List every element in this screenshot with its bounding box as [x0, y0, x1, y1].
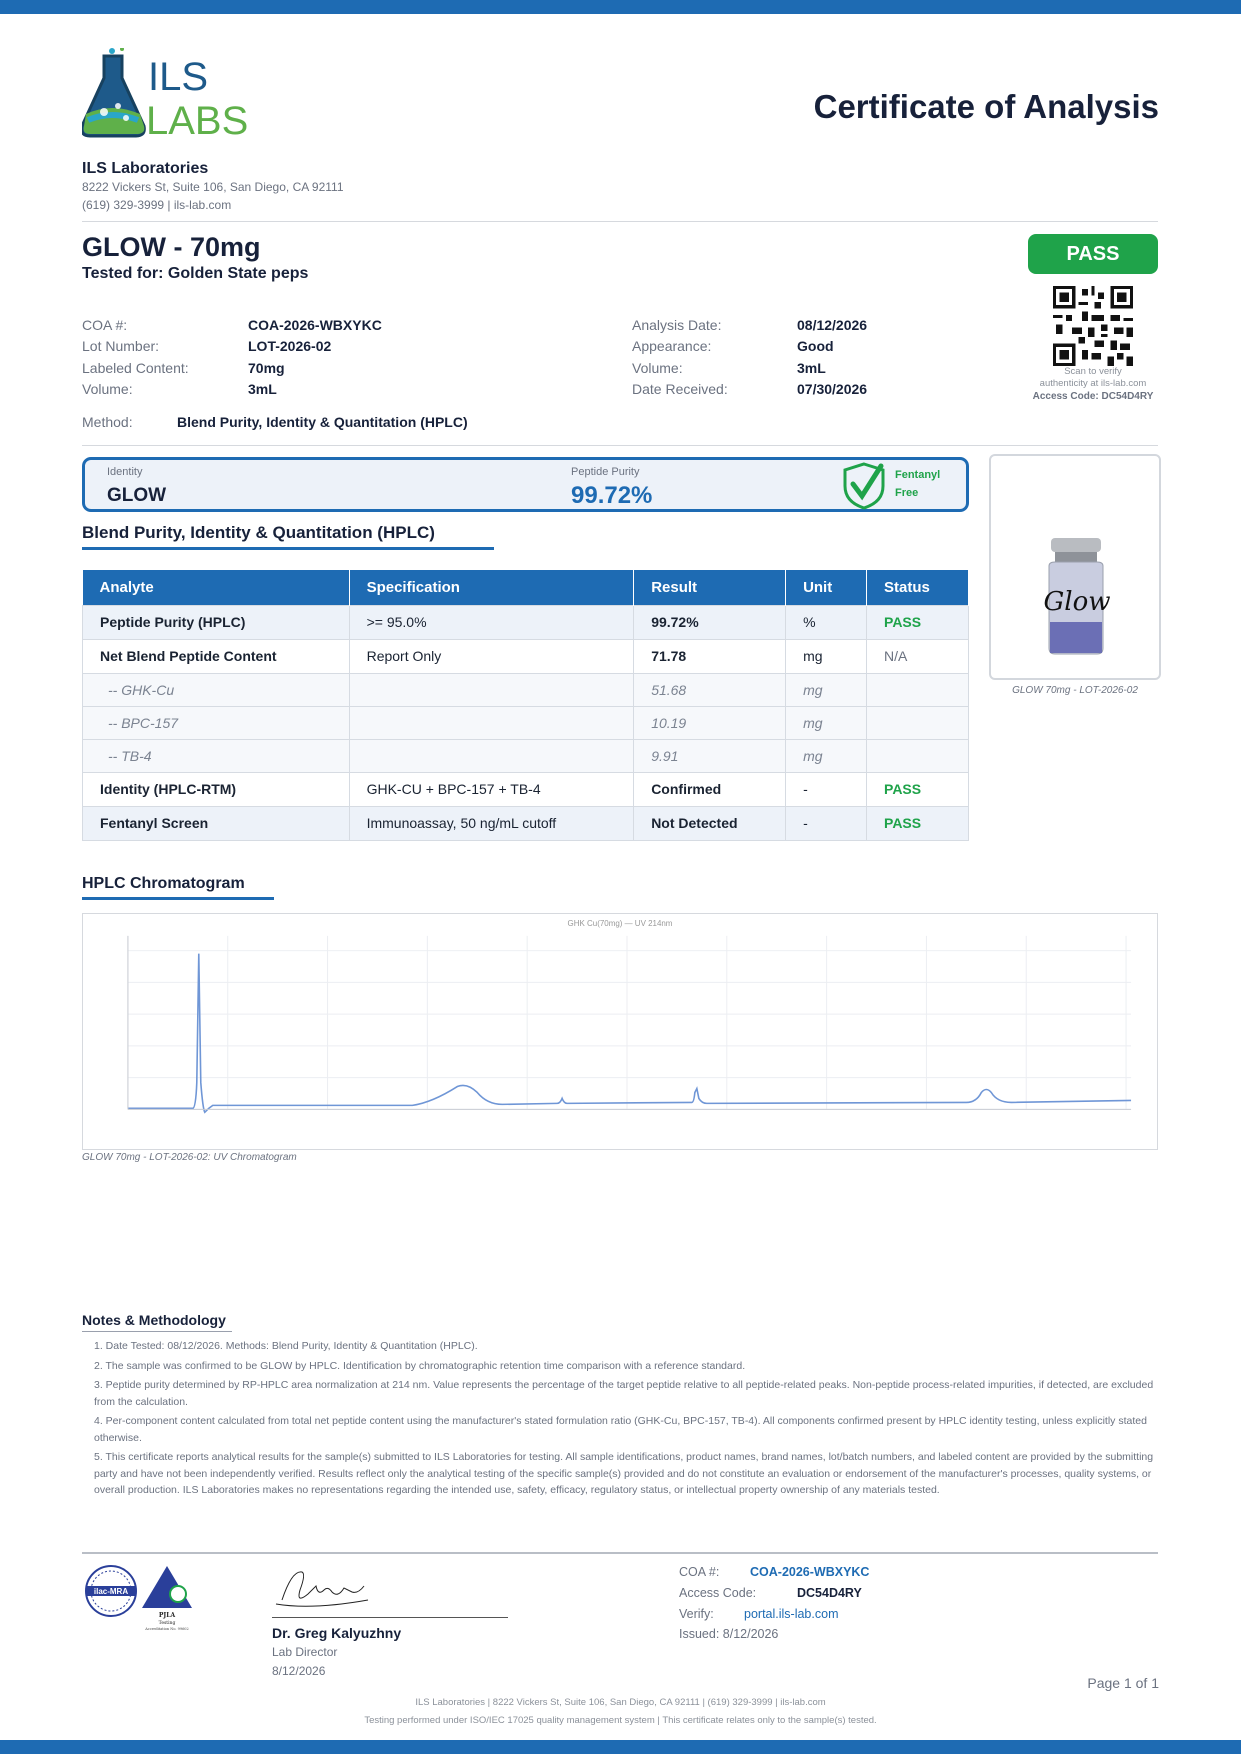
spec-cell [349, 706, 634, 739]
shield-check-icon [841, 462, 887, 510]
svg-text:Accreditation No. 99602: Accreditation No. 99602 [145, 1627, 189, 1631]
tested-for: Tested for: Golden State peps [82, 265, 309, 282]
sample-photo [989, 454, 1161, 680]
meta-value: COA-2026-WBXYKC [248, 317, 382, 333]
document-title: Certificate of Analysis [813, 88, 1159, 125]
divider [82, 445, 1158, 446]
qr-caption: authenticity at ils-lab.com [1039, 378, 1147, 389]
table-row [83, 739, 969, 772]
status-cell [867, 673, 969, 706]
identity-label: Identity [107, 466, 143, 478]
pass-badge: PASS [1028, 234, 1158, 274]
product-title: GLOW - 70mg [82, 232, 261, 262]
meta-value: 70mg [248, 360, 285, 376]
meta-label: Date Received: [632, 381, 728, 397]
meta-value: Good [797, 338, 834, 354]
spec-cell: Report Only [349, 639, 634, 673]
status-cell: PASS [867, 605, 969, 639]
ilac-mra-seal [84, 1564, 138, 1618]
table-row [83, 706, 969, 739]
meta-label: Analysis Date: [632, 317, 722, 333]
chromatogram-trace [83, 914, 1157, 1149]
results-section-title: Blend Purity, Identity & Quantitation (HPLC) [82, 523, 435, 542]
meta-label: Volume: [632, 360, 683, 376]
qr-code[interactable] [1053, 286, 1133, 366]
table-row [83, 605, 969, 639]
unit-cell: mg [786, 739, 867, 772]
table-row [83, 673, 969, 706]
spec-cell [349, 673, 634, 706]
column-header: Result [634, 570, 786, 605]
spec-cell [349, 739, 634, 772]
status-cell: N/A [867, 639, 969, 673]
svg-text:Glow: Glow [1043, 587, 1111, 617]
photo-caption: GLOW 70mg - LOT-2026-02 [1012, 685, 1138, 696]
purity-value: 99.72% [571, 482, 653, 509]
note-item: 4. Per-component content calculated from total net peptide content using the manufacturer's stated formulation ratio (GHK-Cu, BPC-157, TB-4). All components confirmed present by HPLC identity testing, unless explicitly stated otherwise. [94, 1415, 1147, 1444]
svg-text:PJLA: PJLA [158, 1612, 176, 1619]
status-cell [867, 739, 969, 772]
svg-text:Testing: Testing [158, 1621, 176, 1626]
analyte-cell: Identity (HPLC-RTM) [83, 772, 350, 806]
unit-cell: mg [786, 639, 867, 673]
footer-label: Access Code: [679, 1586, 757, 1600]
unit-cell: mg [786, 673, 867, 706]
lab-name: ILS Laboratories [82, 160, 209, 177]
meta-value: 07/30/2026 [797, 381, 868, 397]
access-code: Access Code: DC54D4RY [1032, 391, 1154, 402]
footer-divider [82, 1552, 1158, 1554]
status-cell: PASS [867, 806, 969, 840]
column-header: Specification [349, 570, 634, 605]
spec-cell: >= 95.0% [349, 605, 634, 639]
result-cell: 9.91 [634, 739, 786, 772]
analyte-cell: Fentanyl Screen [83, 806, 350, 840]
bottom-accent-bar [0, 1740, 1241, 1754]
verify-link[interactable]: portal.ils-lab.com [744, 1607, 839, 1621]
analyte-cell: -- BPC-157 [83, 706, 350, 739]
meta-value: 3mL [248, 381, 277, 397]
meta-label: Lot Number: [82, 338, 160, 354]
svg-text:GHK Cu(70mg) — UV 214nm: GHK Cu(70mg) — UV 214nm [567, 918, 673, 928]
chromatogram-image [82, 913, 1158, 1150]
table-header [83, 570, 969, 605]
analyte-cell: Net Blend Peptide Content [83, 639, 350, 673]
note-item: 1. Date Tested: 08/12/2026. Methods: Blend Purity, Identity & Quantitation (HPLC). [94, 1340, 478, 1352]
footer-disclaimer: Testing performed under ISO/IEC 17025 quality management system | This certificate relates only to the sample(s) tested. [364, 1715, 877, 1726]
signature [272, 1560, 372, 1612]
ils-labs-logo [82, 48, 272, 140]
qr-caption: Scan to verify [1064, 366, 1122, 377]
results-table [82, 570, 969, 841]
notes-title: Notes & Methodology [82, 1312, 226, 1328]
section-underline [82, 897, 274, 900]
result-cell: Not Detected [634, 806, 786, 840]
svg-text:ILS: ILS [148, 55, 209, 99]
analyte-cell: -- TB-4 [83, 739, 350, 772]
footer-label: COA #: [679, 1565, 720, 1579]
svg-text:LABS: LABS [146, 99, 249, 140]
note-item: 5. This certificate reports analytical results for the sample(s) submitted to ILS Laboratories for testing. All sample identifications, product names, brand names, lot/batch numbers, and labeled content are provided by the submitting party and have not been independently verified. Results reflect only the analytical testing of the specific sample(s) provided and do not constitute an evaluation or endorsement of the manufacturer's processes, quality systems, or overall production. ILS Laboratories makes no representations regarding the intended use, safety, efficacy, regulatory status, or intellectual property ownership of any materials tested. [94, 1451, 1154, 1496]
meta-label: COA #: [82, 317, 128, 333]
meta-label: Appearance: [632, 338, 712, 354]
status-cell: PASS [867, 772, 969, 806]
footer-address: ILS Laboratories | 8222 Vickers St, Suite 106, San Diego, CA 92111 | (619) 329-3999 | ils-lab.com [415, 1697, 826, 1708]
column-header: Status [867, 570, 969, 605]
notes-list [94, 1338, 1154, 1502]
footer-value: COA-2026-WBXYKC [750, 1565, 870, 1579]
fentanyl-free-label: Free [895, 487, 919, 499]
result-cell: Confirmed [634, 772, 786, 806]
chromatogram-section-title: HPLC Chromatogram [82, 875, 245, 892]
meta-value: LOT-2026-02 [248, 338, 332, 354]
column-header: Unit [786, 570, 867, 605]
spec-cell: GHK-CU + BPC-157 + TB-4 [349, 772, 634, 806]
unit-cell: - [786, 806, 867, 840]
result-cell: 51.68 [634, 673, 786, 706]
method-value: Blend Purity, Identity & Quantitation (HPLC) [177, 414, 468, 430]
result-cell: 10.19 [634, 706, 786, 739]
status-cell [867, 706, 969, 739]
signatory-date: 8/12/2026 [272, 1664, 326, 1678]
section-underline [82, 1331, 232, 1332]
method-label: Method: [82, 414, 133, 430]
divider [82, 221, 1158, 222]
section-underline [82, 547, 494, 550]
meta-value: 08/12/2026 [797, 317, 868, 333]
lab-address: 8222 Vickers St, Suite 106, San Diego, CA 92111 [82, 180, 344, 194]
note-item: 2. The sample was confirmed to be GLOW by HPLC. Identification by chromatographic retention time comparison with a reference standard. [94, 1359, 746, 1372]
issued-date: Issued: 8/12/2026 [679, 1627, 779, 1641]
fentanyl-free-label: Fentanyl [895, 469, 941, 481]
top-accent-bar [0, 0, 1241, 14]
spec-cell: Immunoassay, 50 ng/mL cutoff [349, 806, 634, 840]
summary-box [82, 457, 969, 512]
identity-value: GLOW [107, 485, 167, 506]
meta-value: 3mL [797, 360, 826, 376]
unit-cell: % [786, 605, 867, 639]
signature-line [272, 1617, 508, 1618]
unit-cell: mg [786, 706, 867, 739]
pjla-seal [140, 1564, 194, 1632]
page-number: Page 1 of 1 [1087, 1675, 1159, 1691]
footer-label: Verify: [679, 1607, 714, 1621]
meta-label: Volume: [82, 381, 133, 397]
purity-label: Peptide Purity [571, 466, 640, 478]
signatory-name: Dr. Greg Kalyuzhny [272, 1625, 402, 1641]
unit-cell: - [786, 772, 867, 806]
vial-image [1041, 536, 1111, 656]
lab-contact: (619) 329-3999 | ils-lab.com [82, 198, 232, 212]
table-row [83, 806, 969, 840]
footer-value: DC54D4RY [797, 1586, 862, 1600]
meta-label: Labeled Content: [82, 360, 189, 376]
result-cell: 71.78 [634, 639, 786, 673]
svg-text:ilac-MRA: ilac-MRA [93, 1587, 129, 1596]
note-item: 3. Peptide purity determined by RP-HPLC area normalization at 214 nm. Value represents the percentage of the target peptide relative to all peptide-related peaks. Non-peptide process-related impurities, if detected, are excluded from the calculation. [94, 1379, 1154, 1408]
column-header: Analyte [83, 570, 350, 605]
table-row [83, 772, 969, 806]
table-row [83, 639, 969, 673]
chromatogram-caption: GLOW 70mg - LOT-2026-02: UV Chromatogram [82, 1152, 297, 1163]
result-cell: 99.72% [634, 605, 786, 639]
signatory-title: Lab Director [272, 1645, 338, 1659]
analyte-cell: Peptide Purity (HPLC) [83, 605, 350, 639]
analyte-cell: -- GHK-Cu [83, 673, 350, 706]
